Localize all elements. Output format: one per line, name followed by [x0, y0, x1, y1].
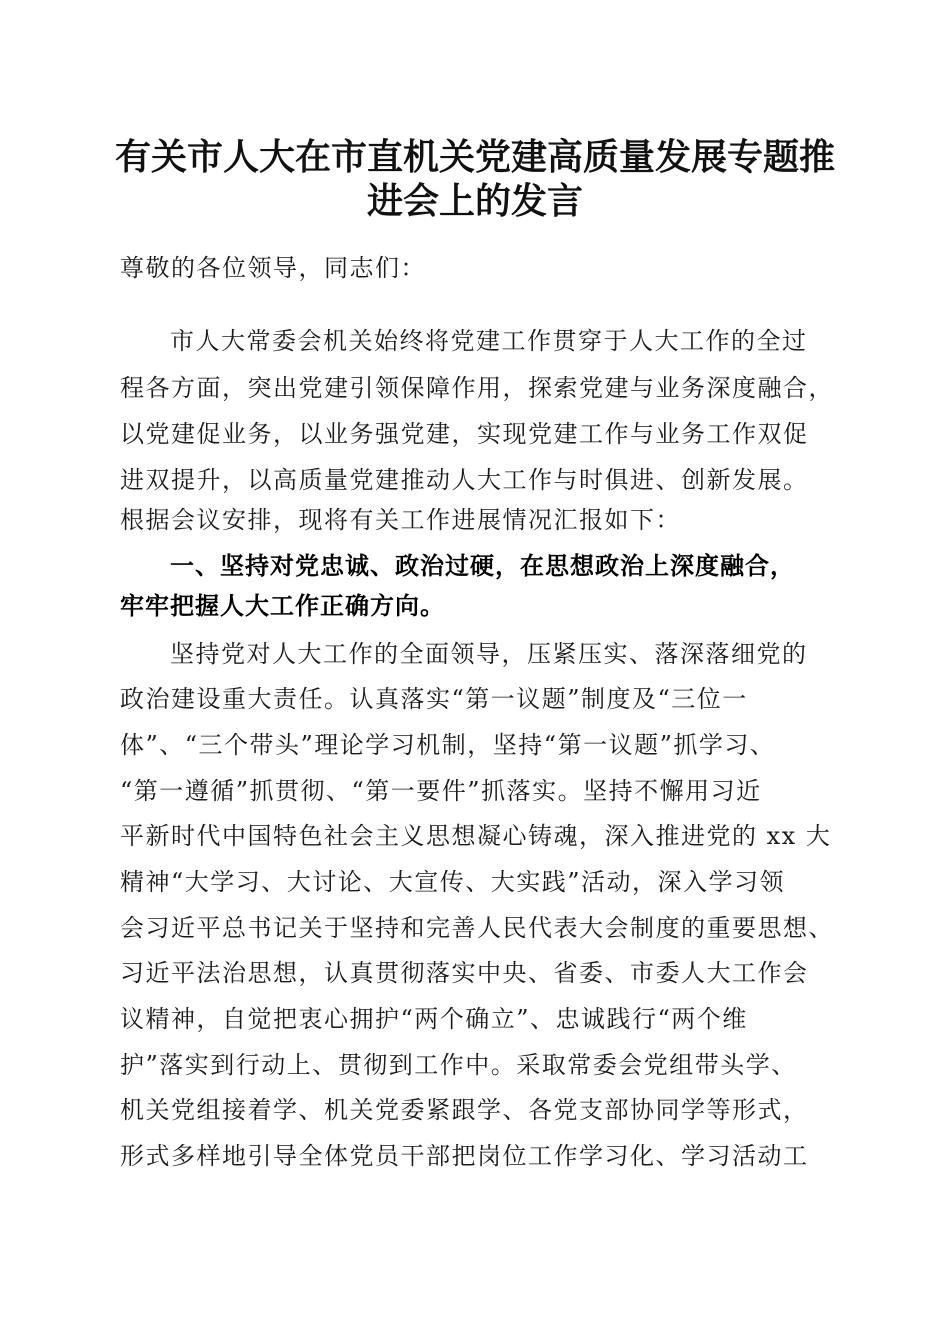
intro-line: 根据会议安排，现将有关工作进展情况汇报如下：	[120, 506, 681, 534]
page-title	[100, 135, 850, 223]
intro-line: 市人大常委会机关始终将党建工作贯穿于人大工作的全过	[170, 327, 808, 355]
body-line: “第一遵循”抓贯彻、“第一要件”抓落实。坚持不懈用习近	[120, 777, 762, 805]
body-line: 体”、“三个带头”理论学习机制，坚持“第一议题”抓学习、	[120, 731, 776, 759]
body-line: 平新时代中国特色社会主义思想凝心铸魂，深入推进党的 xx 大	[120, 822, 832, 850]
title-line-2: 进会上的发言	[366, 180, 583, 222]
intro-line: 程各方面，突出党建引领保障作用，探索党建与业务深度融合，	[120, 374, 834, 402]
body-line: 习近平法治思想，认真贯彻落实中央、省委、市委人大工作会	[120, 959, 809, 987]
intro-line: 以党建促业务，以业务强党建，实现党建工作与业务工作双促	[120, 420, 809, 448]
salutation: 尊敬的各位领导，同志们：	[120, 254, 426, 282]
body-line: 精神“大学习、大讨论、大宣传、大实践”活动，深入学习领	[120, 868, 786, 896]
body-line: 护”落实到行动上、贯彻到工作中。采取常委会党组带头学、	[120, 1051, 797, 1079]
body-line: 议精神，自觉把衷心拥护“两个确立”、忠诚践行“两个维	[120, 1005, 748, 1033]
section-heading-line: 牢牢把握人大工作正确方向。	[120, 592, 445, 620]
body-line: 会习近平总书记关于坚持和完善人民代表大会制度的重要思想、	[120, 914, 834, 942]
body-line: 机关党组接着学、机关党委紧跟学、各党支部协同学等形式，	[120, 1096, 809, 1124]
title-line-1: 有关市人大在市直机关党建高质量发展专题推	[114, 136, 835, 178]
section-heading-line: 一、坚持对党忠诚、政治过硬，在思想政治上深度融合，	[170, 552, 795, 580]
body-line: 政治建设重大责任。认真落实“第一议题”制度及“三位一	[120, 685, 748, 713]
intro-line: 进双提升，以高质量党建推动人大工作与时俱进、创新发展。	[120, 466, 809, 494]
body-line: 坚持党对人大工作的全面领导，压紧压实、落深落细党的	[170, 640, 808, 668]
body-line: 形式多样地引导全体党员干部把岗位工作学习化、学习活动工	[120, 1142, 809, 1170]
